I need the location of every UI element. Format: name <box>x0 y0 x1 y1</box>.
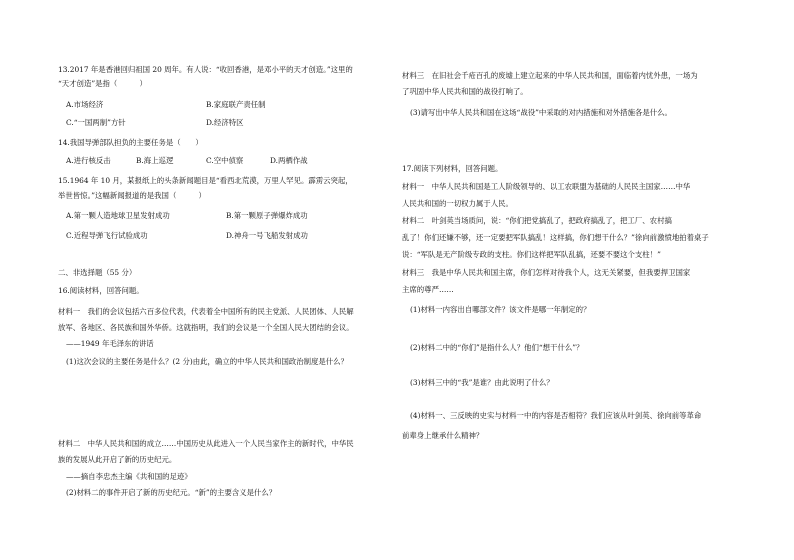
q15-option-c: C.近程导弹飞行试验成功 <box>66 231 148 240</box>
q14-option-c: C.空中侦察 <box>206 156 244 165</box>
q17-question2: (2)材料二中的“你们”是指什么人？他们“想干什么”？ <box>410 343 584 352</box>
q17-question3: (3)材料三中的“我”是谁？由此说明了什么？ <box>410 378 554 387</box>
q14-option-d: D.两栖作战 <box>270 156 308 165</box>
q15-options-row2 <box>58 230 380 242</box>
q13-options-row2 <box>58 117 380 129</box>
q15-stem-line1: 15.1964 年 10 月，某报纸上的头条新闻题目是“看西北荒漠，万里人罕见。霹雳云突起， <box>58 176 353 185</box>
section-heading-nonchoice: 二、非选择题（55 分） <box>58 268 137 277</box>
q16-material1-source: ——1949 年毛泽东的讲话 <box>66 339 154 348</box>
q17-material3-line1: 材料三 我是中华人民共和国主席，你们怎样对待我个人，这无关紧要，但我要捍卫国家 <box>402 268 691 277</box>
q16-question3: (3)请写出中华人民共和国在这场“战役”中采取的对内措施和对外措施各是什么。 <box>410 108 672 117</box>
q15-option-d: D.神舟一号飞船发射成功 <box>226 231 308 240</box>
q16-material2-line2: 族的发展从此开启了新的历史纪元。 <box>58 455 177 464</box>
q13-stem-line2: “天才创造”是指（ ） <box>58 79 147 88</box>
q13-options-row1 <box>58 99 380 111</box>
q17-question4-line1: (4)材料一、三反映的史实与材料一中的内容是否相符？我们应该从叶剑英、徐向前等革命 <box>410 411 702 420</box>
q16-material1-line1: 材料一 我们的会议包括六百多位代表，代表着全中国所有的民主党派、人民团体、人民解 <box>58 307 354 316</box>
q15-options-row1 <box>58 210 380 222</box>
q16-material2-source: ——摘自李忠杰主编《共和国的足迹》 <box>66 472 192 481</box>
q17-material3-line2: 主席的尊严…… <box>402 285 454 294</box>
q17-material2-line2: 乱了！你们还嫌不够，还一定要把军队搞乱！这样搞，你们想干什么？”徐向前激愤地拍着桌子 <box>402 233 709 242</box>
q16-question2: (2)材料二的事件开启了新的历史纪元。“新”的主要含义是什么？ <box>66 488 277 497</box>
q15-option-b: B.第一颗原子弹爆炸成功 <box>226 211 308 220</box>
q16-stem: 16.阅读材料，回答问题。 <box>58 286 144 295</box>
q17-stem: 17.阅读下列材料，回答问题。 <box>402 164 503 173</box>
q13-option-a: A.市场经济 <box>66 100 104 109</box>
q17-material1-line1: 材料一 中华人民共和国是工人阶级领导的、以工农联盟为基础的人民民主国家……中华 <box>402 182 691 191</box>
q14-options <box>58 155 380 167</box>
q15-stem-line2: 举世皆惊。”这幅新闻报道的是我国（ ） <box>58 191 206 200</box>
q16-question1: (1)这次会议的主要任务是什么？(2 分)由此，确立的中华人民共和国政治制度是什么？ <box>66 357 348 366</box>
q14-option-a: A.进行核反击 <box>66 156 111 165</box>
q15-option-a: A.第一颗人造地球卫星发射成功 <box>66 211 170 220</box>
q17-material2-line3: 说：“军队是无产阶级专政的支柱。你们这样把军队乱搞，还要不要这个支柱！” <box>402 250 661 259</box>
q16-material3-line2: 了巩固中华人民共和国的战役打响了。 <box>402 87 528 96</box>
q17-question4-line2: 前辈身上继承什么精神？ <box>402 431 484 440</box>
q13-option-b: B.家庭联产责任制 <box>206 100 266 109</box>
q16-material3-line1: 材料三 在旧社会千疮百孔的废墟上建立起来的中华人民共和国，面临着内忧外患，一场为 <box>402 71 698 80</box>
q17-question1: (1)材料一内容出自哪部文件？该文件是哪一年制定的？ <box>410 305 591 314</box>
q17-material2-line1: 材料二 叶剑英当场质问，说：“你们把党搞乱了，把政府搞乱了，把工厂、农村搞 <box>402 216 672 225</box>
q14-option-b: B.海上巡逻 <box>136 156 174 165</box>
q17-material1-line2: 人民共和国的一切权力属于人民。 <box>402 199 513 208</box>
q16-material1-line2: 放军、各地区、各民族和国外华侨。这就指明，我们的会议是一个全国人民大团结的会议。 <box>58 323 354 332</box>
q16-material2-line1: 材料二 中华人民共和国的成立……中国历史从此进入一个人民当家作主的新时代，中华民 <box>58 439 354 448</box>
q13-option-d: D.经济特区 <box>206 118 244 127</box>
q13-stem-line1: 13.2017 年是香港回归祖国 20 周年。有人说：“收回香港，是邓小平的天才创造。”这里的 <box>58 65 353 74</box>
q14-stem: 14.我国导弹部队担负的主要任务是（ ） <box>58 138 203 147</box>
q13-option-c: C.“一国两制”方针 <box>66 118 126 127</box>
